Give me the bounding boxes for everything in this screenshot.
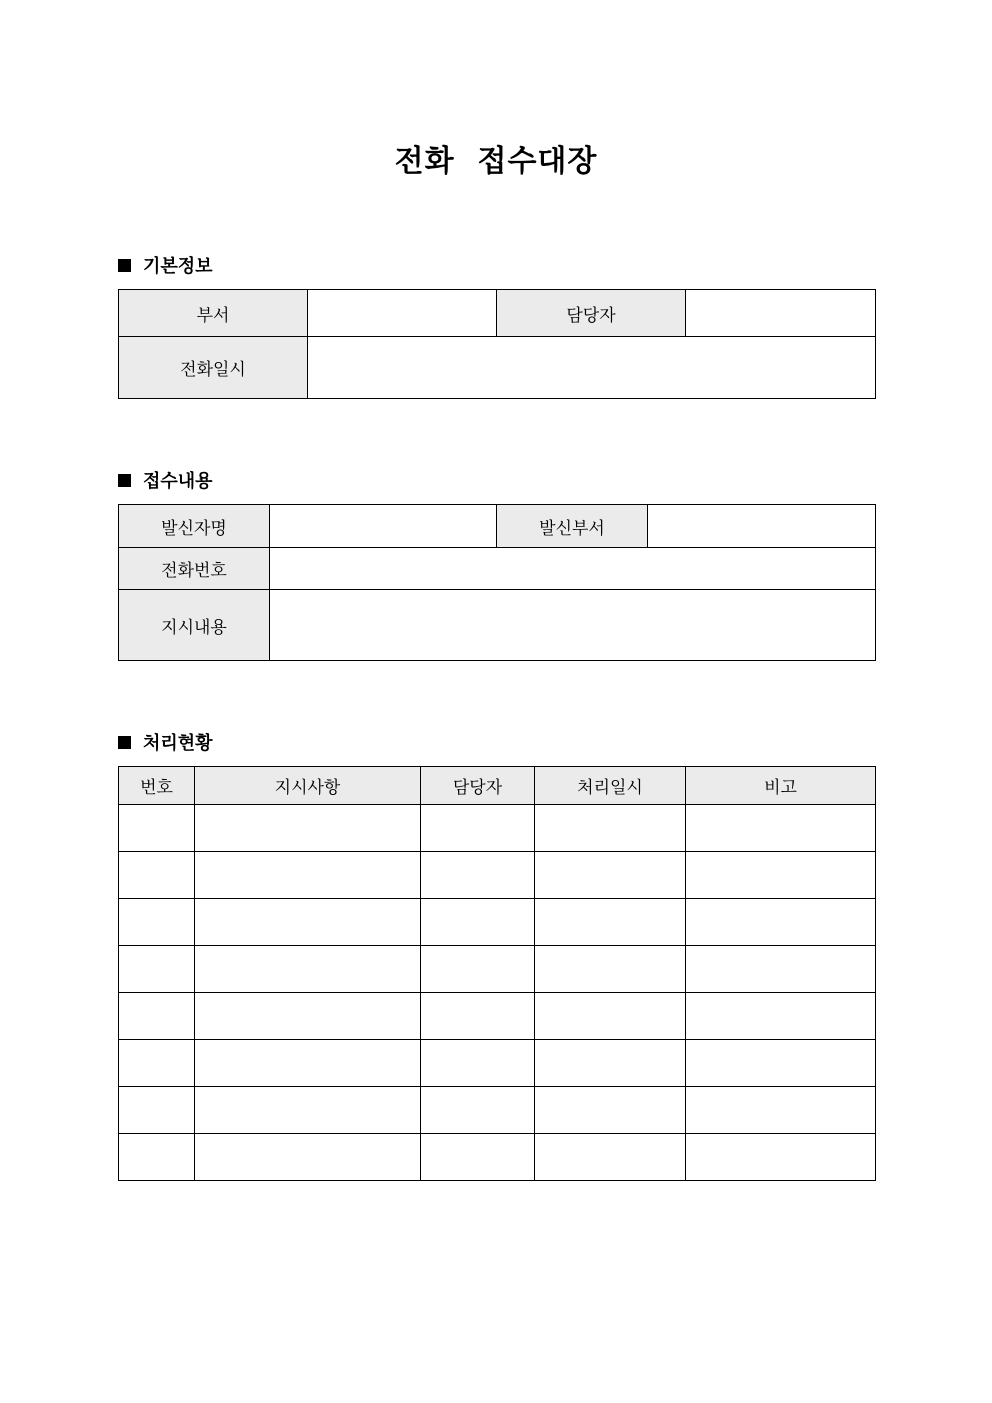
section-heading-processing <box>118 730 213 754</box>
table-row <box>119 899 876 946</box>
instruction-cell[interactable] <box>195 993 421 1040</box>
processed-at-cell[interactable] <box>535 805 686 852</box>
instruction-cell[interactable] <box>195 1134 421 1181</box>
sender-name-field[interactable] <box>270 505 497 548</box>
document-title: 전화 접수대장 <box>394 144 598 179</box>
section-heading-basic-info <box>118 253 213 277</box>
basic-info-table <box>118 289 876 399</box>
table-row <box>119 1134 876 1181</box>
table-row <box>119 946 876 993</box>
remarks-cell[interactable] <box>686 946 876 993</box>
manager-cell[interactable] <box>421 805 535 852</box>
sender-dept-field[interactable] <box>648 505 876 548</box>
reception-table <box>118 504 876 661</box>
manager-cell[interactable] <box>421 899 535 946</box>
section-title: 처리현황 <box>143 733 213 754</box>
processed-at-cell[interactable] <box>535 852 686 899</box>
instruction-cell[interactable] <box>195 805 421 852</box>
dept-field[interactable] <box>308 290 497 337</box>
table-row <box>119 805 876 852</box>
square-bullet-icon <box>118 259 131 272</box>
processed-at-cell[interactable] <box>535 993 686 1040</box>
remarks-cell[interactable] <box>686 1040 876 1087</box>
table-row <box>119 993 876 1040</box>
remarks-cell[interactable] <box>686 852 876 899</box>
number-cell[interactable] <box>119 1040 195 1087</box>
manager-cell[interactable] <box>421 1134 535 1181</box>
phone-field[interactable] <box>270 548 876 590</box>
number-cell[interactable] <box>119 1134 195 1181</box>
column-header-instruction: 지시사항 <box>195 767 421 805</box>
section-title: 기본정보 <box>143 256 213 277</box>
table-row <box>119 852 876 899</box>
manager-cell[interactable] <box>421 993 535 1040</box>
processing-table <box>118 766 876 1181</box>
sender-name-label: 발신자명 <box>119 505 270 548</box>
sender-dept-label: 발신부서 <box>497 505 648 548</box>
remarks-cell[interactable] <box>686 1087 876 1134</box>
manager-cell[interactable] <box>421 852 535 899</box>
processed-at-cell[interactable] <box>535 946 686 993</box>
call-datetime-label: 전화일시 <box>119 337 308 399</box>
square-bullet-icon <box>118 474 131 487</box>
phone-label: 전화번호 <box>119 548 270 590</box>
remarks-cell[interactable] <box>686 899 876 946</box>
processed-at-cell[interactable] <box>535 1134 686 1181</box>
remarks-cell[interactable] <box>686 1134 876 1181</box>
remarks-cell[interactable] <box>686 805 876 852</box>
table-row <box>119 1040 876 1087</box>
number-cell[interactable] <box>119 1087 195 1134</box>
processed-at-cell[interactable] <box>535 899 686 946</box>
number-cell[interactable] <box>119 852 195 899</box>
number-cell[interactable] <box>119 946 195 993</box>
number-cell[interactable] <box>119 993 195 1040</box>
number-cell[interactable] <box>119 899 195 946</box>
manager-cell[interactable] <box>421 1087 535 1134</box>
section-title: 접수내용 <box>143 471 213 492</box>
dept-label: 부서 <box>119 290 308 337</box>
call-datetime-field[interactable] <box>308 337 876 399</box>
instruction-label: 지시내용 <box>119 590 270 661</box>
column-header-processed-at: 처리일시 <box>535 767 686 805</box>
table-row <box>119 1087 876 1134</box>
manager-cell[interactable] <box>421 946 535 993</box>
instruction-cell[interactable] <box>195 899 421 946</box>
section-heading-reception <box>118 468 213 492</box>
processed-at-cell[interactable] <box>535 1087 686 1134</box>
manager-cell[interactable] <box>421 1040 535 1087</box>
manager-label: 담당자 <box>497 290 686 337</box>
instruction-cell[interactable] <box>195 852 421 899</box>
remarks-cell[interactable] <box>686 993 876 1040</box>
instruction-cell[interactable] <box>195 1040 421 1087</box>
instruction-cell[interactable] <box>195 1087 421 1134</box>
column-header-manager: 담당자 <box>421 767 535 805</box>
number-cell[interactable] <box>119 805 195 852</box>
column-header-number: 번호 <box>119 767 195 805</box>
manager-field[interactable] <box>686 290 876 337</box>
column-header-remarks: 비고 <box>686 767 876 805</box>
instruction-field[interactable] <box>270 590 876 661</box>
processed-at-cell[interactable] <box>535 1040 686 1087</box>
instruction-cell[interactable] <box>195 946 421 993</box>
square-bullet-icon <box>118 736 131 749</box>
